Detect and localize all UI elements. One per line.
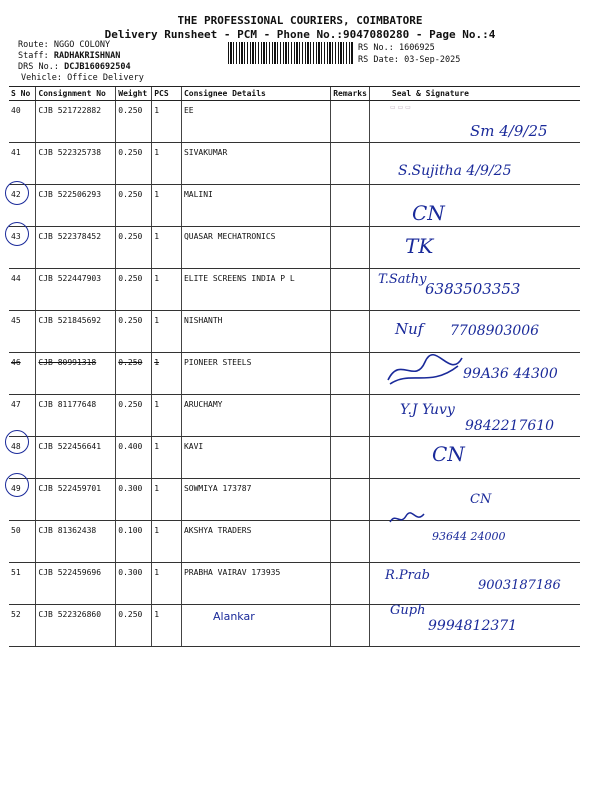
signature-scribble-row-50 bbox=[388, 508, 428, 530]
staff-value: RADHAKRISHNAN bbox=[53, 51, 121, 61]
row-sno: 44 bbox=[9, 269, 36, 311]
signature-row-44-phone: 6383503353 bbox=[425, 280, 521, 298]
row-remarks bbox=[331, 437, 370, 479]
row-consignment-no: CJB 522447903 bbox=[36, 269, 116, 311]
column-header: Consignment No bbox=[36, 87, 116, 101]
row-pcs: 1 bbox=[152, 479, 182, 521]
row-consignment-no: CJB 522506293 bbox=[36, 185, 116, 227]
vehicle-value: Office Delivery bbox=[67, 73, 144, 83]
signature-row-51-phone: 9003187186 bbox=[478, 578, 561, 593]
row-consignment-no: CJB 521845692 bbox=[36, 311, 116, 353]
runsheet-meta bbox=[18, 40, 144, 84]
runsheet-subtitle: Delivery Runsheet - PCM - Phone No.:9047080280 - Page No.:4 bbox=[104, 28, 496, 41]
row-remarks bbox=[331, 101, 370, 143]
row-sno: 43 bbox=[9, 227, 36, 269]
column-header: Seal & Signature bbox=[369, 87, 580, 101]
table-row bbox=[9, 185, 580, 227]
row-pcs: 1 bbox=[152, 269, 182, 311]
row-weight: 0.250 bbox=[116, 101, 152, 143]
row-sno: 50 bbox=[9, 521, 36, 563]
row-marker-circle bbox=[5, 181, 29, 205]
route-label: Route: bbox=[18, 40, 49, 50]
row-consignee: ELITE SCREENS INDIA P L bbox=[181, 269, 330, 311]
row-weight: 0.250 bbox=[116, 227, 152, 269]
row-signature bbox=[369, 185, 580, 227]
row-remarks bbox=[331, 227, 370, 269]
signature-row-47-phone: 9842217610 bbox=[465, 418, 555, 434]
row-remarks bbox=[331, 311, 370, 353]
row-weight: 0.400 bbox=[116, 437, 152, 479]
rs-no-value: 1606925 bbox=[398, 43, 435, 53]
table-row bbox=[9, 479, 580, 521]
row-pcs: 1 bbox=[152, 395, 182, 437]
drs-label: DRS No.: bbox=[18, 62, 59, 72]
column-header: Consignee Details bbox=[181, 87, 330, 101]
faded-stamp: ▭ ▭ ▭ bbox=[390, 104, 411, 111]
column-header: Weight bbox=[116, 87, 152, 101]
row-consignee: SIVAKUMAR bbox=[181, 143, 330, 185]
row-sno: 41 bbox=[9, 143, 36, 185]
row-pcs: 1 bbox=[152, 143, 182, 185]
row-consignee: MALINI bbox=[181, 185, 330, 227]
row-marker-circle bbox=[5, 222, 29, 246]
row-consignment-no: CJB 80991318 bbox=[36, 353, 116, 395]
row-sno: 46 bbox=[9, 353, 36, 395]
signature-row-44-name: T.Sathy bbox=[378, 272, 427, 287]
row-weight: 0.300 bbox=[116, 479, 152, 521]
row-consignment-no: CJB 521722882 bbox=[36, 101, 116, 143]
signature-row-43: TK bbox=[405, 234, 434, 258]
signature-row-51-name: R.Prab bbox=[385, 568, 430, 583]
row-consignment-no: CJB 81362438 bbox=[36, 521, 116, 563]
row-consignment-no: CJB 522325738 bbox=[36, 143, 116, 185]
row-consignment-no: CJB 81177648 bbox=[36, 395, 116, 437]
column-header: S No bbox=[9, 87, 36, 101]
row-sno: 48 bbox=[9, 437, 36, 479]
row-remarks bbox=[331, 605, 370, 647]
signature-row-48: CN bbox=[432, 442, 465, 466]
row-consignee: ARUCHAMY bbox=[181, 395, 330, 437]
row-weight: 0.250 bbox=[116, 353, 152, 395]
row-sno: 40 bbox=[9, 101, 36, 143]
row-sno: 52 bbox=[9, 605, 36, 647]
row-remarks bbox=[331, 563, 370, 605]
column-header: PCS bbox=[152, 87, 182, 101]
signature-row-52-phone: 9994812371 bbox=[428, 618, 518, 634]
row-consignee: PIONEER STEELS bbox=[181, 353, 330, 395]
row-pcs: 1 bbox=[152, 353, 182, 395]
row-marker-circle bbox=[5, 473, 29, 497]
row-signature bbox=[369, 437, 580, 479]
row-remarks bbox=[331, 395, 370, 437]
row-pcs: 1 bbox=[152, 185, 182, 227]
signature-row-50-initial: CN bbox=[470, 492, 492, 507]
row-sno: 47 bbox=[9, 395, 36, 437]
row-remarks bbox=[331, 521, 370, 563]
row-consignment-no: CJB 522456641 bbox=[36, 437, 116, 479]
row-pcs: 1 bbox=[152, 227, 182, 269]
row-remarks bbox=[331, 479, 370, 521]
row-pcs: 1 bbox=[152, 437, 182, 479]
row-weight: 0.100 bbox=[116, 521, 152, 563]
rs-date-value: 03-Sep-2025 bbox=[404, 55, 461, 65]
rs-date-label: RS Date: bbox=[358, 55, 399, 65]
signature-row-40: Sm 4/9/25 bbox=[470, 122, 548, 140]
signature-row-45-name: Nuf bbox=[395, 320, 424, 338]
row-remarks bbox=[331, 353, 370, 395]
row-consignee: EE bbox=[181, 101, 330, 143]
rs-no-label: RS No.: bbox=[358, 43, 394, 53]
row-remarks bbox=[331, 143, 370, 185]
row-pcs: 1 bbox=[152, 521, 182, 563]
row-consignment-no: CJB 522378452 bbox=[36, 227, 116, 269]
row-weight: 0.250 bbox=[116, 395, 152, 437]
signature-scribble-row-46 bbox=[380, 350, 470, 390]
row-consignee: PRABHA VAIRAV 173935 bbox=[181, 563, 330, 605]
row-marker-circle bbox=[5, 430, 29, 454]
row-weight: 0.250 bbox=[116, 311, 152, 353]
signature-row-50-phone: 93644 24000 bbox=[432, 530, 506, 543]
company-title: THE PROFESSIONAL COURIERS, COIMBATORE bbox=[177, 14, 423, 27]
row-consignee: NISHANTH bbox=[181, 311, 330, 353]
staff-label: Staff: bbox=[18, 51, 49, 61]
row-pcs: 1 bbox=[152, 563, 182, 605]
row-consignment-no: CJB 522459701 bbox=[36, 479, 116, 521]
table-header-row bbox=[9, 87, 580, 101]
table-row bbox=[9, 227, 580, 269]
row-consignee: AKSHYA TRADERS bbox=[181, 521, 330, 563]
row-sno: 51 bbox=[9, 563, 36, 605]
vehicle-label: Vehicle: bbox=[21, 73, 62, 83]
row-weight: 0.250 bbox=[116, 605, 152, 647]
route-value: NGGO COLONY bbox=[53, 40, 111, 50]
row-pcs: 1 bbox=[152, 311, 182, 353]
column-header: Remarks bbox=[331, 87, 370, 101]
row-consignment-no: CJB 522459696 bbox=[36, 563, 116, 605]
signature-row-52-name: Guph bbox=[390, 603, 426, 618]
row-weight: 0.250 bbox=[116, 185, 152, 227]
row-consignee bbox=[181, 605, 330, 647]
row-remarks bbox=[331, 185, 370, 227]
signature-row-46-phone: 99A36 44300 bbox=[463, 366, 558, 382]
row-weight: 0.300 bbox=[116, 563, 152, 605]
signature-row-47-name: Y.J Yuvy bbox=[400, 402, 455, 418]
runsheet-barcode bbox=[228, 42, 353, 64]
row-pcs: 1 bbox=[152, 101, 182, 143]
row-signature bbox=[369, 227, 580, 269]
runsheet-info bbox=[358, 42, 460, 66]
table-row bbox=[9, 437, 580, 479]
row-sno: 42 bbox=[9, 185, 36, 227]
row-weight: 0.250 bbox=[116, 269, 152, 311]
signature-row-45-phone: 7708903006 bbox=[450, 323, 540, 339]
row-consignee: KAVI bbox=[181, 437, 330, 479]
signature-row-41: S.Sujitha 4/9/25 bbox=[398, 163, 512, 179]
drs-value: DCJB160692504 bbox=[64, 62, 131, 72]
signature-row-42: CN bbox=[412, 201, 445, 225]
row-pcs: 1 bbox=[152, 605, 182, 647]
row-remarks bbox=[331, 269, 370, 311]
row-consignee: QUASAR MECHATRONICS bbox=[181, 227, 330, 269]
handwritten-consignee-row-52: Alankar bbox=[213, 610, 255, 623]
row-consignment-no: CJB 522326860 bbox=[36, 605, 116, 647]
row-sno: 49 bbox=[9, 479, 36, 521]
row-sno: 45 bbox=[9, 311, 36, 353]
row-consignee: SOWMIYA 173787 bbox=[181, 479, 330, 521]
row-weight: 0.250 bbox=[116, 143, 152, 185]
